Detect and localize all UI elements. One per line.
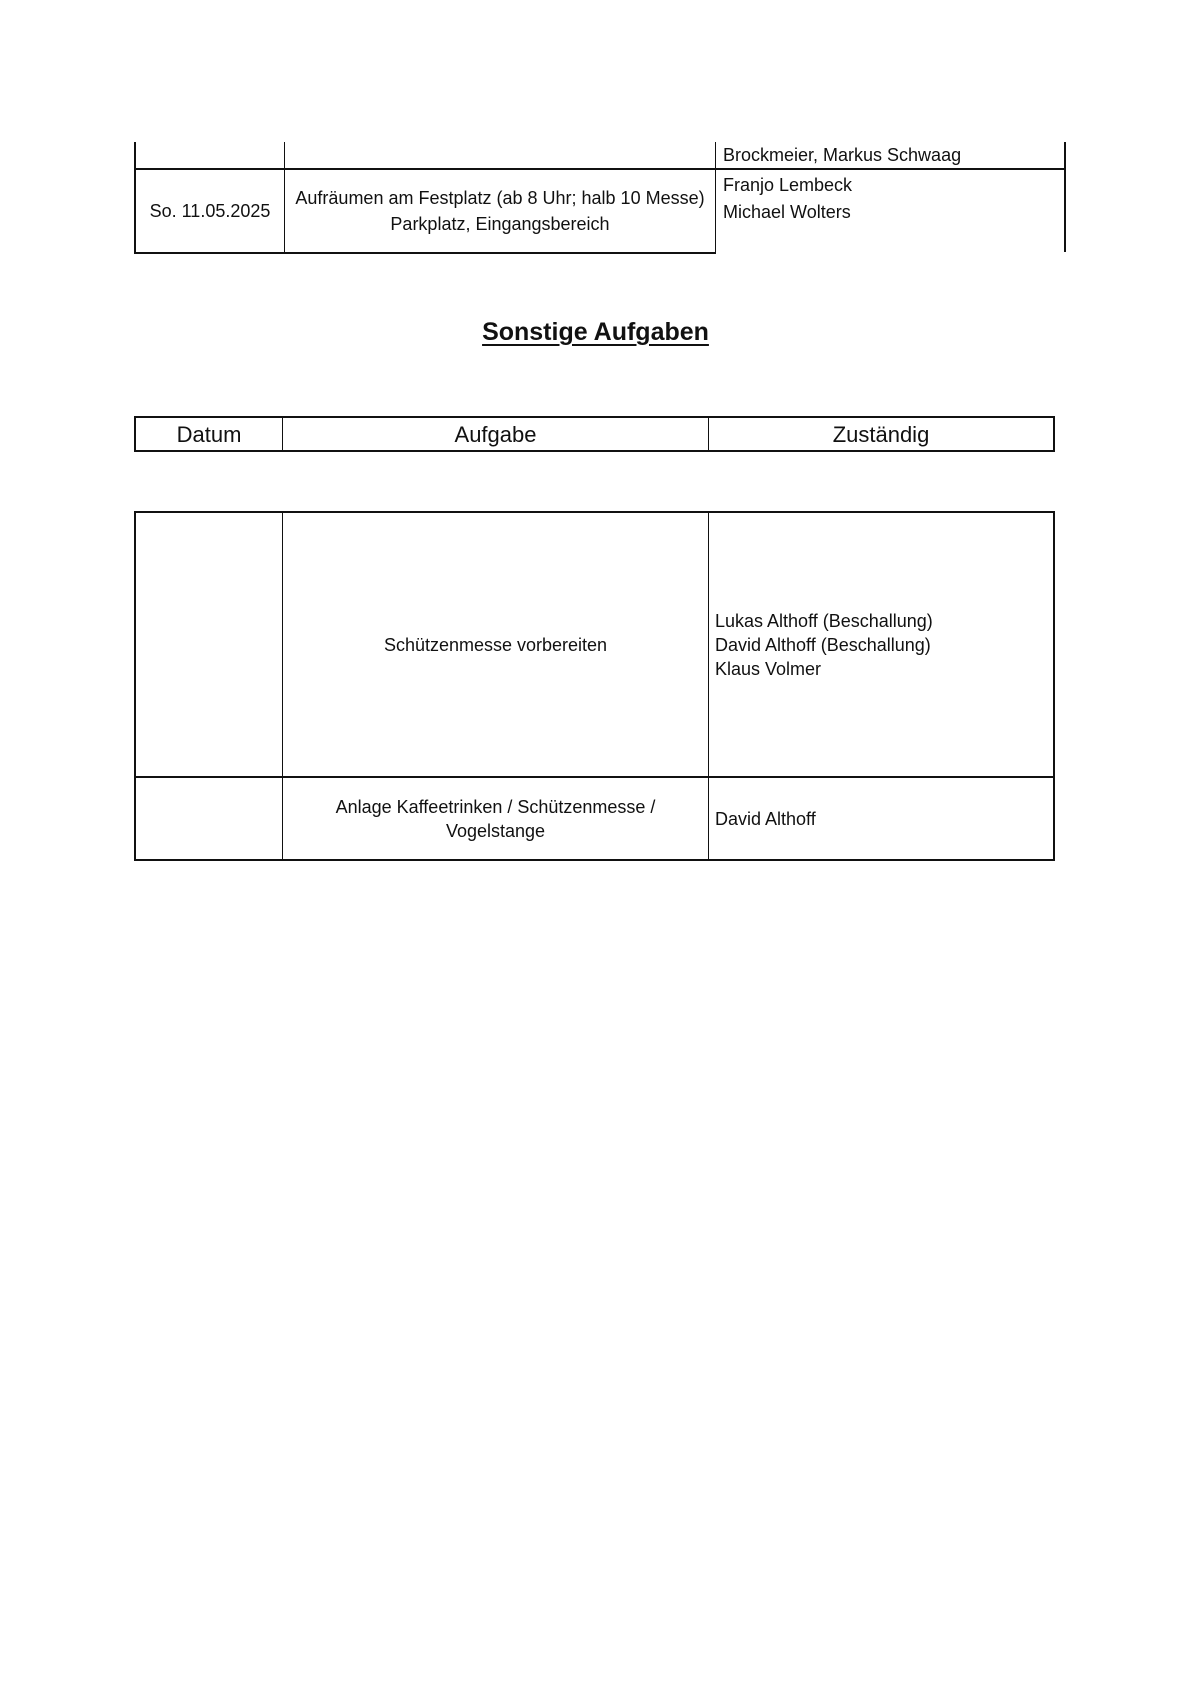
table-divider	[708, 511, 709, 861]
responsible-person: Klaus Volmer	[715, 659, 822, 679]
responsible-person: Franjo Lembeck	[723, 175, 853, 195]
table-border-left	[134, 511, 136, 861]
task-cell-line: Aufräumen am Festplatz (ab 8 Uhr; halb 10 Messe)	[295, 188, 705, 208]
column-header-responsible: Zuständig	[832, 422, 930, 447]
responsible-person: David Althoff	[715, 809, 816, 829]
table-border-bottom	[134, 859, 1055, 861]
table-border-right	[1053, 416, 1055, 452]
table-row-border	[134, 168, 1066, 170]
column-header-task: Aufgabe	[454, 422, 537, 447]
task-cell-line: Anlage Kaffeetrinken / Schützenmesse /	[335, 797, 656, 817]
task-cell: Schützenmesse vorbereiten	[383, 635, 608, 655]
table-row-border	[134, 776, 1055, 778]
task-cell-line: Parkplatz, Eingangsbereich	[390, 214, 610, 234]
table-row-border	[134, 252, 716, 254]
column-header-date: Datum	[176, 422, 242, 447]
table-border-right	[1064, 142, 1066, 252]
table-border-right	[1053, 511, 1055, 861]
date-cell: So. 11.05.2025	[149, 201, 271, 221]
table-divider	[715, 142, 716, 254]
task-cell-line: Vogelstange	[445, 821, 546, 841]
table-border-top	[134, 511, 1055, 513]
section-title: Sonstige Aufgaben	[482, 318, 709, 346]
responsible-cell: Brockmeier, Markus Schwaag	[723, 145, 962, 165]
responsible-person: Lukas Althoff (Beschallung)	[715, 611, 933, 631]
responsible-person: David Althoff (Beschallung)	[715, 635, 931, 655]
responsible-person: Michael Wolters	[723, 202, 851, 222]
